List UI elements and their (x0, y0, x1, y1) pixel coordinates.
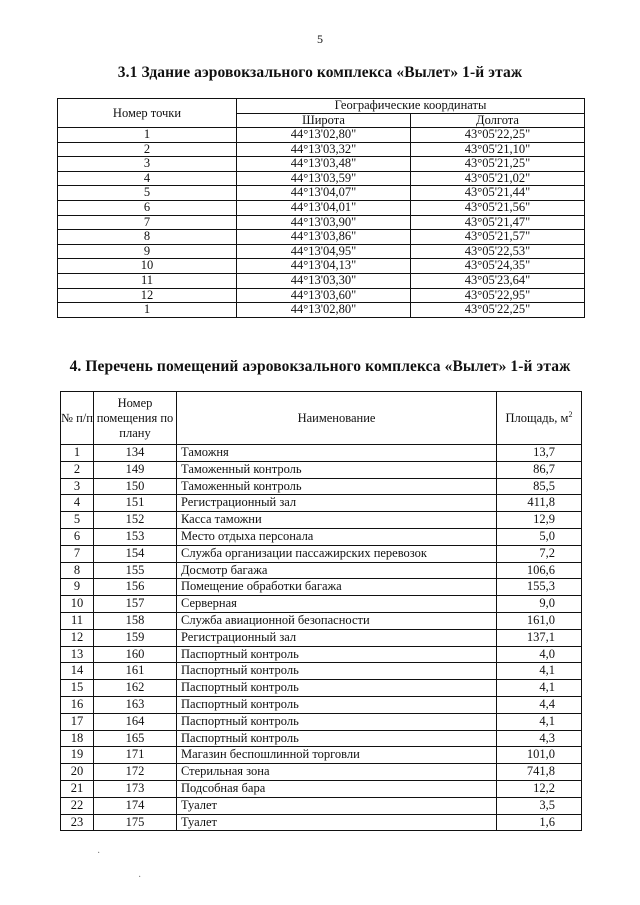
room-number-cell: 158 (94, 612, 177, 629)
area-cell: 7,2 (497, 545, 582, 562)
longitude-cell: 43°05'21,10" (411, 142, 585, 157)
room-number-cell: 157 (94, 596, 177, 613)
room-number-cell: 156 (94, 579, 177, 596)
section-2-title: 4. Перечень помещений аэровокзального комплекса «Вылет» 1-й этаж (69, 358, 571, 375)
room-row (61, 814, 582, 831)
room-row (61, 764, 582, 781)
point-number-cell: 3 (58, 157, 237, 172)
row-number-cell: 12 (61, 629, 94, 646)
room-name-cell: Паспортный контроль (177, 646, 497, 663)
room-name-cell: Паспортный контроль (177, 663, 497, 680)
header-area (497, 392, 582, 445)
coordinate-row (58, 186, 585, 201)
room-name-cell: Туалет (177, 814, 497, 831)
room-number-cell: 174 (94, 797, 177, 814)
row-number-cell: 16 (61, 696, 94, 713)
room-row (61, 512, 582, 529)
room-number-cell: 134 (94, 445, 177, 462)
room-number-cell: 154 (94, 545, 177, 562)
area-cell: 741,8 (497, 764, 582, 781)
room-name-cell: Служба авиационной безопасности (177, 612, 497, 629)
area-cell: 4,1 (497, 663, 582, 680)
room-row (61, 629, 582, 646)
latitude-cell: 44°13'04,01" (237, 200, 411, 215)
area-cell: 161,0 (497, 612, 582, 629)
room-name-cell: Регистрационный зал (177, 495, 497, 512)
room-number-cell: 162 (94, 680, 177, 697)
header-geo-coordinates: Географические координаты (237, 99, 585, 114)
latitude-cell: 44°13'03,32" (237, 142, 411, 157)
point-number-cell: 6 (58, 200, 237, 215)
longitude-cell: 43°05'21,25" (411, 157, 585, 172)
area-cell: 12,2 (497, 780, 582, 797)
point-number-cell: 9 (58, 244, 237, 259)
latitude-cell: 44°13'03,60" (237, 288, 411, 303)
room-row (61, 730, 582, 747)
row-number-cell: 13 (61, 646, 94, 663)
room-row (61, 612, 582, 629)
room-row (61, 495, 582, 512)
point-number-cell: 4 (58, 171, 237, 186)
scan-mark: · (97, 848, 101, 859)
row-number-cell: 1 (61, 445, 94, 462)
scan-mark: · (138, 872, 142, 883)
room-number-cell: 155 (94, 562, 177, 579)
row-number-cell: 9 (61, 579, 94, 596)
room-row (61, 780, 582, 797)
latitude-cell: 44°13'02,80" (237, 128, 411, 143)
room-name-cell: Серверная (177, 596, 497, 613)
area-cell: 4,0 (497, 646, 582, 663)
room-row (61, 680, 582, 697)
area-cell: 86,7 (497, 461, 582, 478)
row-number-cell: 20 (61, 764, 94, 781)
longitude-cell: 43°05'21,57" (411, 230, 585, 245)
area-cell: 85,5 (497, 478, 582, 495)
latitude-cell: 44°13'03,90" (237, 215, 411, 230)
row-number-cell: 23 (61, 814, 94, 831)
room-number-cell: 175 (94, 814, 177, 831)
longitude-cell: 43°05'21,47" (411, 215, 585, 230)
latitude-cell: 44°13'04,13" (237, 259, 411, 274)
room-name-cell: Служба организации пассажирских перевозок (177, 545, 497, 562)
room-name-cell: Паспортный контроль (177, 696, 497, 713)
row-number-cell: 21 (61, 780, 94, 797)
room-name-cell: Подсобная бара (177, 780, 497, 797)
latitude-cell: 44°13'04,07" (237, 186, 411, 201)
area-cell: 13,7 (497, 445, 582, 462)
area-cell: 101,0 (497, 747, 582, 764)
coordinate-row (58, 142, 585, 157)
room-name-cell: Помещение обработки багажа (177, 579, 497, 596)
latitude-cell: 44°13'03,30" (237, 273, 411, 288)
row-number-cell: 18 (61, 730, 94, 747)
room-name-cell: Таможенный контроль (177, 461, 497, 478)
room-row (61, 713, 582, 730)
coordinate-row (58, 244, 585, 259)
room-row (61, 528, 582, 545)
room-name-cell: Таможенный контроль (177, 478, 497, 495)
longitude-cell: 43°05'21,44" (411, 186, 585, 201)
room-number-cell: 150 (94, 478, 177, 495)
latitude-cell: 44°13'03,59" (237, 171, 411, 186)
longitude-cell: 43°05'22,25" (411, 128, 585, 143)
room-number-cell: 153 (94, 528, 177, 545)
rooms-table (60, 391, 582, 831)
room-number-cell: 173 (94, 780, 177, 797)
coordinate-row (58, 259, 585, 274)
point-number-cell: 8 (58, 230, 237, 245)
coordinate-row (58, 200, 585, 215)
room-number-cell: 161 (94, 663, 177, 680)
row-number-cell: 15 (61, 680, 94, 697)
coordinates-table (57, 98, 585, 318)
room-number-cell: 171 (94, 747, 177, 764)
room-name-cell: Регистрационный зал (177, 629, 497, 646)
room-name-cell: Стерильная зона (177, 764, 497, 781)
header-latitude: Широта (237, 113, 411, 128)
room-row (61, 747, 582, 764)
row-number-cell: 2 (61, 461, 94, 478)
room-name-cell: Туалет (177, 797, 497, 814)
row-number-cell: 7 (61, 545, 94, 562)
point-number-cell: 12 (58, 288, 237, 303)
point-number-cell: 7 (58, 215, 237, 230)
header-area-superscript: 2 (568, 409, 573, 419)
room-row (61, 445, 582, 462)
room-name-cell: Паспортный контроль (177, 713, 497, 730)
point-number-cell: 1 (58, 303, 237, 318)
coordinate-row (58, 128, 585, 143)
area-cell: 9,0 (497, 596, 582, 613)
longitude-cell: 43°05'21,02" (411, 171, 585, 186)
point-number-cell: 11 (58, 273, 237, 288)
header-row-number: № п/п (61, 392, 94, 445)
coordinate-row (58, 171, 585, 186)
header-longitude: Долгота (411, 113, 585, 128)
coordinate-row (58, 288, 585, 303)
area-cell: 3,5 (497, 797, 582, 814)
area-cell: 4,1 (497, 680, 582, 697)
room-number-cell: 164 (94, 713, 177, 730)
header-room-number: Номер помещения по плану (94, 392, 177, 445)
room-number-cell: 159 (94, 629, 177, 646)
room-row (61, 646, 582, 663)
room-row (61, 562, 582, 579)
room-number-cell: 163 (94, 696, 177, 713)
room-name-cell: Магазин беспошлинной торговли (177, 747, 497, 764)
point-number-cell: 2 (58, 142, 237, 157)
room-row (61, 461, 582, 478)
row-number-cell: 10 (61, 596, 94, 613)
room-row (61, 663, 582, 680)
area-cell: 137,1 (497, 629, 582, 646)
area-cell: 5,0 (497, 528, 582, 545)
header-area-label: Площадь, м (505, 410, 569, 425)
area-cell: 155,3 (497, 579, 582, 596)
coordinate-row (58, 230, 585, 245)
area-cell: 4,3 (497, 730, 582, 747)
row-number-cell: 17 (61, 713, 94, 730)
room-row (61, 545, 582, 562)
area-cell: 4,1 (497, 713, 582, 730)
latitude-cell: 44°13'03,48" (237, 157, 411, 172)
header-point-number: Номер точки (58, 99, 237, 128)
point-number-cell: 1 (58, 128, 237, 143)
area-cell: 411,8 (497, 495, 582, 512)
row-number-cell: 11 (61, 612, 94, 629)
room-row (61, 696, 582, 713)
row-number-cell: 4 (61, 495, 94, 512)
room-number-cell: 151 (94, 495, 177, 512)
area-cell: 1,6 (497, 814, 582, 831)
coordinate-row (58, 273, 585, 288)
coordinate-row (58, 303, 585, 318)
room-name-cell: Досмотр багажа (177, 562, 497, 579)
coordinate-row (58, 157, 585, 172)
room-number-cell: 160 (94, 646, 177, 663)
latitude-cell: 44°13'04,95" (237, 244, 411, 259)
longitude-cell: 43°05'22,25" (411, 303, 585, 318)
row-number-cell: 8 (61, 562, 94, 579)
room-row (61, 596, 582, 613)
page-number: 5 (317, 32, 323, 46)
room-number-cell: 165 (94, 730, 177, 747)
area-cell: 4,4 (497, 696, 582, 713)
row-number-cell: 6 (61, 528, 94, 545)
area-cell: 12,9 (497, 512, 582, 529)
room-number-cell: 152 (94, 512, 177, 529)
section-1-title: 3.1 Здание аэровокзального комплекса «Вылет» 1-й этаж (117, 64, 523, 81)
longitude-cell: 43°05'22,95" (411, 288, 585, 303)
point-number-cell: 5 (58, 186, 237, 201)
area-cell: 106,6 (497, 562, 582, 579)
room-row (61, 478, 582, 495)
row-number-cell: 5 (61, 512, 94, 529)
latitude-cell: 44°13'03,86" (237, 230, 411, 245)
row-number-cell: 22 (61, 797, 94, 814)
room-number-cell: 149 (94, 461, 177, 478)
room-row (61, 797, 582, 814)
room-name-cell: Место отдыха персонала (177, 528, 497, 545)
room-name-cell: Паспортный контроль (177, 730, 497, 747)
longitude-cell: 43°05'21,56" (411, 200, 585, 215)
longitude-cell: 43°05'24,35" (411, 259, 585, 274)
point-number-cell: 10 (58, 259, 237, 274)
latitude-cell: 44°13'02,80" (237, 303, 411, 318)
row-number-cell: 3 (61, 478, 94, 495)
room-row (61, 579, 582, 596)
room-name-cell: Паспортный контроль (177, 680, 497, 697)
header-room-name: Наименование (177, 392, 497, 445)
room-name-cell: Касса таможни (177, 512, 497, 529)
longitude-cell: 43°05'23,64" (411, 273, 585, 288)
row-number-cell: 19 (61, 747, 94, 764)
longitude-cell: 43°05'22,53" (411, 244, 585, 259)
row-number-cell: 14 (61, 663, 94, 680)
room-name-cell: Таможня (177, 445, 497, 462)
room-number-cell: 172 (94, 764, 177, 781)
coordinate-row (58, 215, 585, 230)
